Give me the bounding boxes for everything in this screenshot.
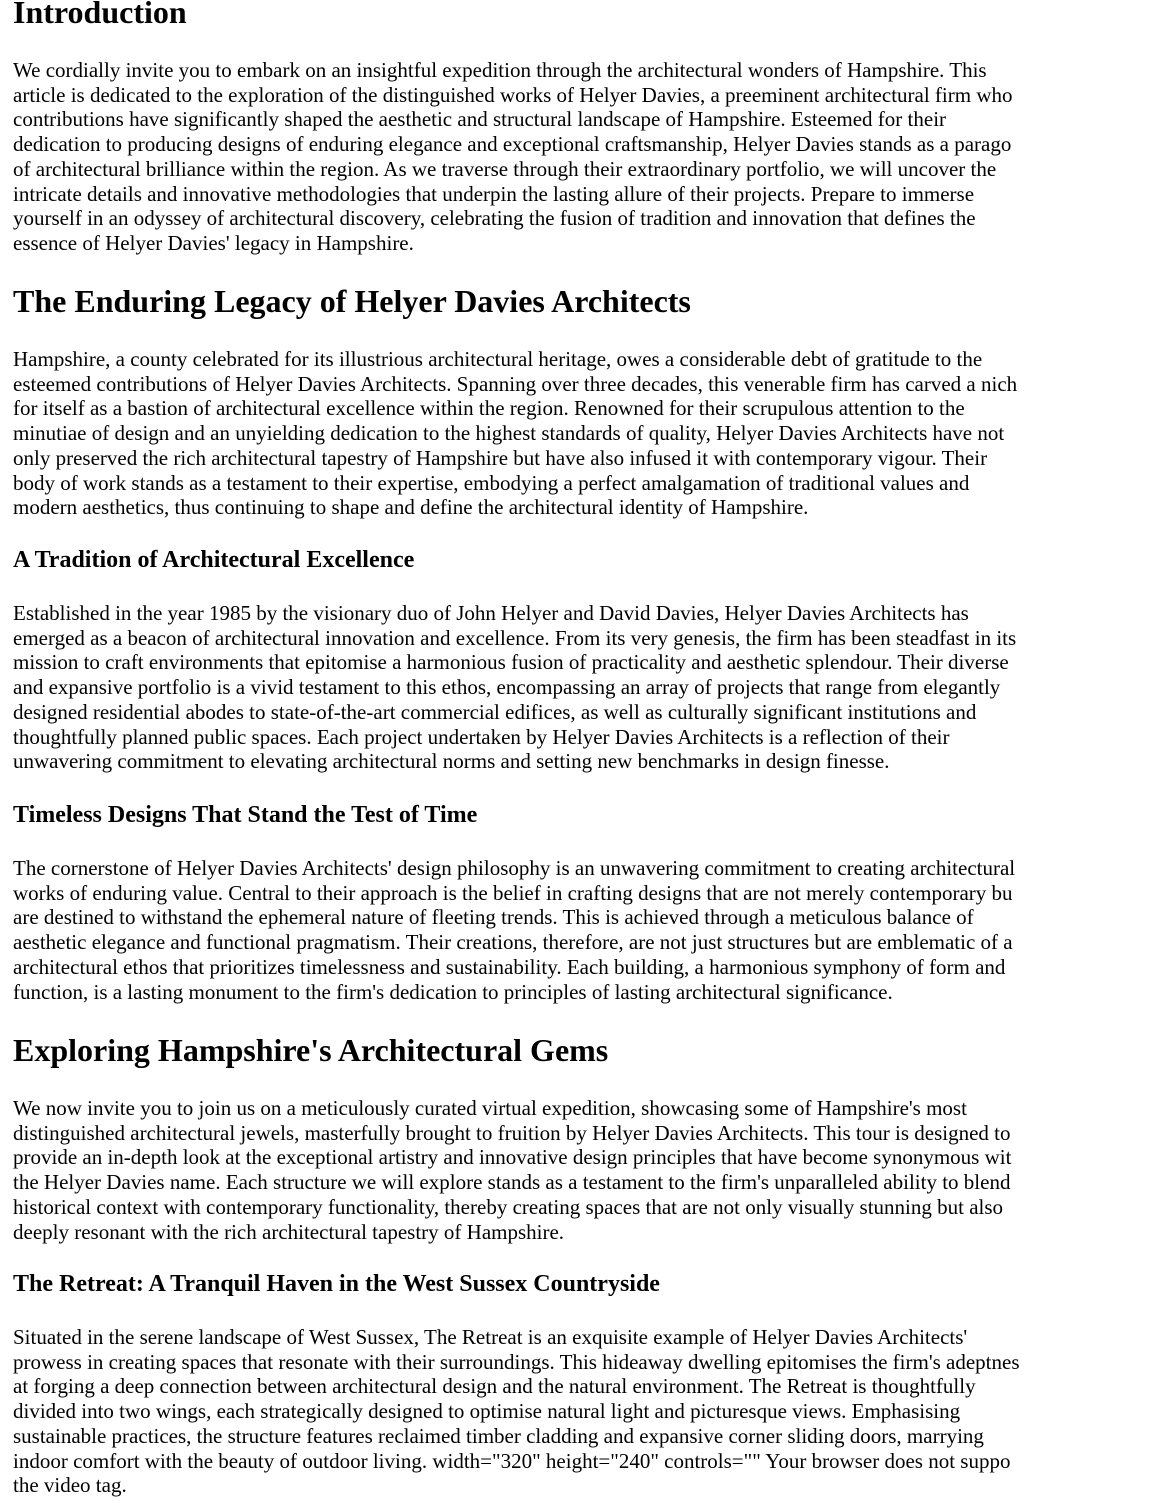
paragraph-line: only preserved the rich architectural tapestry of Hampshire but have also infused it with contemporary vigour. Their	[13, 445, 988, 470]
paragraph-line: We now invite you to join us on a meticulously curated virtual expedition, showcasing some of Hampshire's most	[13, 1096, 967, 1120]
timeless-paragraph	[13, 856, 1015, 1004]
retreat-paragraph	[13, 1325, 1020, 1498]
paragraph-line: Situated in the serene landscape of West Sussex, The Retreat is an exquisite example of Helyer Davies Architects'	[13, 1325, 968, 1349]
paragraph-line: aesthetic elegance and functional pragmatism. Their creations, therefore, are not just structures but are emblematic of a	[13, 930, 1013, 955]
introduction-paragraph	[13, 58, 1013, 256]
legacy-paragraph	[13, 347, 1017, 520]
paragraph-line: provide an in-depth look at the exceptional artistry and innovative design principles that have become synonymous wit	[13, 1145, 1012, 1170]
gems-paragraph	[13, 1096, 1011, 1244]
paragraph-line: and expansive portfolio is a vivid testament to this ethos, encompassing an array of projects that range from elegantly	[13, 675, 1001, 700]
paragraph-line: divided into two wings, each strategically designed to optimise natural light and picturesque views. Emphasising	[13, 1399, 961, 1424]
paragraph-line: body of work stands as a testament to their expertise, embodying a perfect amalgamation of traditional values and	[13, 470, 970, 495]
paragraph-line: at forging a deep connection between architectural design and the natural environment. The Retreat is thoughtfully	[13, 1374, 976, 1399]
paragraph-line: works of enduring value. Central to their approach is the belief in crafting designs that are not merely contemporary bu	[13, 880, 1013, 905]
paragraph-line: We cordially invite you to embark on an insightful expedition through the architectural wonders of Hampshire. This	[13, 58, 987, 82]
paragraph-line: for itself as a bastion of architectural excellence within the region. Renowned for their scrupulous attention to the	[13, 396, 965, 421]
paragraph-line: the video tag.	[13, 1473, 127, 1498]
paragraph-line: function, is a lasting monument to the firm's dedication to principles of lasting architectural significance.	[13, 979, 893, 1004]
introduction-heading: Introduction	[13, 0, 187, 30]
paragraph-line: minutiae of design and an unyielding dedication to the highest standards of quality, Helyer Davies Architects have not	[13, 421, 1005, 446]
paragraph-line: mission to craft environments that epitomise a harmonious fusion of practicality and aesthetic splendour. Their diverse	[13, 650, 1009, 675]
timeless-heading: Timeless Designs That Stand the Test of Time	[13, 802, 478, 828]
paragraph-line: thoughtfully planned public spaces. Each project undertaken by Helyer Davies Architects is a reflection of their	[13, 724, 950, 749]
tradition-heading: A Tradition of Architectural Excellence	[13, 547, 415, 573]
tradition-paragraph	[13, 601, 1016, 774]
paragraph-line: Hampshire, a county celebrated for its illustrious architectural heritage, owes a considerable debt of gratitude to the	[13, 347, 983, 371]
paragraph-line: Established in the year 1985 by the visionary duo of John Helyer and David Davies, Helyer Davies Architects has	[13, 601, 969, 625]
paragraph-line: distinguished architectural jewels, masterfully brought to fruition by Helyer Davies Architects. This tour is designed to	[13, 1120, 1011, 1145]
paragraph-line: yourself in an odyssey of architectural discovery, celebrating the fusion of tradition and innovation that defines the	[13, 206, 976, 231]
paragraph-line: of architectural brilliance within the region. As we traverse through their extraordinary portfolio, we will uncover the	[13, 156, 997, 181]
paragraph-line: sustainable practices, the structure features reclaimed timber cladding and expansive corner sliding doors, marrying	[13, 1423, 984, 1448]
paragraph-line: contributions have significantly shaped the aesthetic and structural landscape of Hampshire. Esteemed for their	[13, 107, 947, 132]
paragraph-line: intricate details and innovative methodologies that underpin the lasting allure of their projects. Prepare to immerse	[13, 181, 975, 206]
paragraph-line: emerged as a beacon of architectural innovation and excellence. From its very genesis, the firm has been steadfast in its	[13, 625, 1017, 650]
paragraph-line: article is dedicated to the exploration of the distinguished works of Helyer Davies, a preeminent architectural firm who	[13, 82, 1013, 107]
paragraph-line: prowess in creating spaces that resonate with their surroundings. This hideaway dwelling epitomises the firm's adeptnes	[13, 1349, 1020, 1374]
paragraph-line: indoor comfort with the beauty of outdoor living. width="320" height="240" controls="" Your browser does not suppo	[13, 1448, 1011, 1473]
paragraph-line: The cornerstone of Helyer Davies Architects' design philosophy is an unwavering commitment to creating architectural	[13, 856, 1016, 880]
paragraph-line: architectural ethos that prioritizes timelessness and sustainability. Each building, a harmonious symphony of form and	[13, 954, 1006, 979]
paragraph-line: essence of Helyer Davies' legacy in Hampshire.	[13, 230, 414, 255]
legacy-heading: The Enduring Legacy of Helyer Davies Architects	[13, 283, 691, 319]
paragraph-line: historical context with contemporary functionality, thereby creating spaces that are not only visually stunning but also	[13, 1194, 1004, 1219]
paragraph-line: esteemed contributions of Helyer Davies Architects. Spanning over three decades, this venerable firm has carved a nich	[13, 371, 1018, 396]
paragraph-line: dedication to producing designs of enduring elegance and exceptional craftsmanship, Helyer Davies stands as a parago	[13, 132, 1012, 157]
paragraph-line: are destined to withstand the ephemeral nature of fleeting trends. This is achieved through a meticulous balance of	[13, 905, 974, 930]
paragraph-line: designed residential abodes to state-of-the-art commercial edifices, as well as culturally significant institutions and	[13, 699, 977, 724]
retreat-heading: The Retreat: A Tranquil Haven in the West Sussex Countryside	[13, 1271, 660, 1297]
gems-heading: Exploring Hampshire's Architectural Gems	[13, 1032, 609, 1068]
paragraph-line: modern aesthetics, thus continuing to shape and define the architectural identity of Hampshire.	[13, 495, 809, 520]
paragraph-line: unwavering commitment to elevating architectural norms and setting new benchmarks in design finesse.	[13, 749, 890, 774]
paragraph-line: the Helyer Davies name. Each structure we will explore stands as a testament to the firm's unparalleled ability to blend	[13, 1170, 1011, 1195]
paragraph-line: deeply resonant with the rich architectural tapestry of Hampshire.	[13, 1219, 565, 1244]
